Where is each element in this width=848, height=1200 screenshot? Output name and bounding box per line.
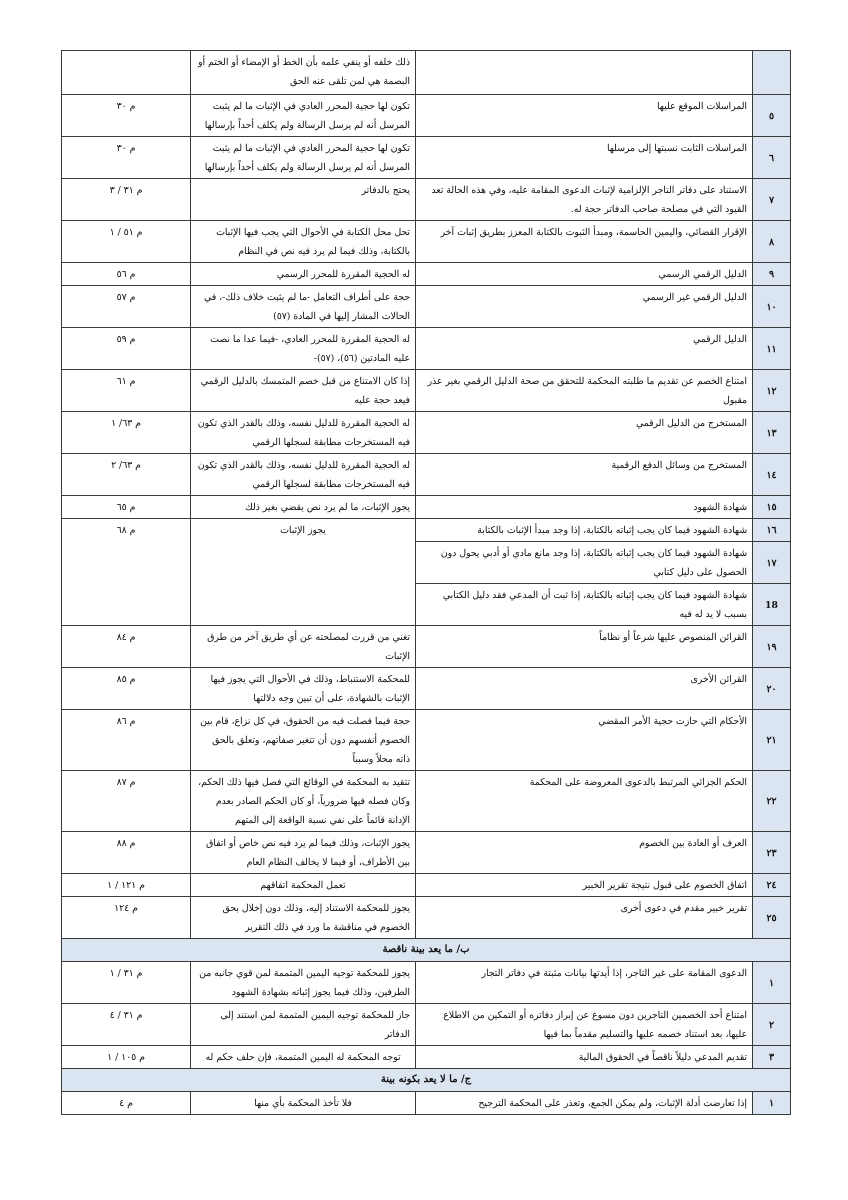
subject-cell: امتناع الخصم عن تقديم ما طلبته المحكمة للتحقق من صحة الدليل الرقمي بغير عذر مقبول <box>416 370 753 412</box>
table-row <box>62 626 791 668</box>
table-row <box>62 221 791 263</box>
table-row <box>62 137 791 179</box>
ruling-cell: تتقيد به المحكمة في الوقائع التي فصل فيها ذلك الحكم، وكان فصله فيها ضرورياً، أو كان الحكم الصادر بعدم الإدانة قائماً على نفي نسبة الواقعة إلى المتهم <box>191 771 416 832</box>
ruling-cell: تكون لها حجية المحرر العادي في الإثبات ما لم يثبت المرسل أنه لم يرسل الرسالة ولم يكلف أحداً بإرسالها <box>191 137 416 179</box>
table-row <box>62 496 791 519</box>
ruling-cell: تعمل المحكمة اتفاقهم <box>191 874 416 897</box>
table-row <box>62 1004 791 1046</box>
subject-cell: الحكم الجزائي المرتبط بالدعوى المعروضة على المحكمة <box>416 771 753 832</box>
subject-cell: إذا تعارضت أدلة الإثبات، ولم يمكن الجمع، وتعذر على المحكمة الترجيح <box>416 1092 753 1115</box>
ruling-cell: يجوز الإثبات <box>191 519 416 626</box>
section-c-header-title: ج/ ما لا يعد بكونه بينة <box>62 1069 791 1092</box>
row-number: ٢٣ <box>753 832 791 874</box>
ruling-cell: يجوز الإثبات، ما لم يرد نص يقضي بغير ذلك <box>191 496 416 519</box>
subject-cell: العرف أو العادة بين الخصوم <box>416 832 753 874</box>
row-number: ٢٤ <box>753 874 791 897</box>
table-row <box>62 1092 791 1115</box>
article-reference: م ٥١ / ١ <box>62 221 191 263</box>
ruling-cell: له الحجية المقررة للمحرر الرسمي <box>191 263 416 286</box>
table-row-continuation <box>62 51 791 95</box>
row-number: ٢ <box>753 1004 791 1046</box>
subject-cell: المراسلات الثابت نسبتها إلى مرسلها <box>416 137 753 179</box>
subject-cell: الإقرار القضائي، واليمين الحاسمة، ومبدأ الثبوت بالكتابة المعزز بطريق إثبات آخر <box>416 221 753 263</box>
ruling-cell: تغني من قررت لمصلحته عن أي طريق آخر من طرق الإثبات <box>191 626 416 668</box>
row-number: ١١ <box>753 328 791 370</box>
table-row <box>62 328 791 370</box>
article-reference: م ١٢١ / ١ <box>62 874 191 897</box>
row-number: ٣ <box>753 1046 791 1069</box>
ruling-cell: تحل محل الكتابة في الأحوال التي يجب فيها الإثبات بالكتابة، وذلك فيما لم يرد فيه نص في النظام <box>191 221 416 263</box>
article-reference: م ٣١ / ٣ <box>62 179 191 221</box>
article-reference: م ٦٣/ ٢ <box>62 454 191 496</box>
ruling-cell: للمحكمة الاستنباط، وذلك في الأحوال التي يجوز فيها الإثبات بالشهادة، على أن تبين وجه دلالتها <box>191 668 416 710</box>
row-number: ١٤ <box>753 454 791 496</box>
subject-cell: الأحكام التي حازت حجية الأمر المقضي <box>416 710 753 771</box>
article-reference: م ٦١ <box>62 370 191 412</box>
table-row <box>62 1046 791 1069</box>
subject-cell: تقرير خبير مقدم في دعوى أخرى <box>416 897 753 939</box>
table-row <box>62 962 791 1004</box>
row-number: ٨ <box>753 221 791 263</box>
article-reference: م ٤ <box>62 1092 191 1115</box>
row-number: ١٩ <box>753 626 791 668</box>
ruling-cell: له الحجية المقررة للدليل نفسه، وذلك بالقدر الذي تكون فيه المستخرجات مطابقة لسجلها الرقمي <box>191 412 416 454</box>
ruling-cell: تكون لها حجية المحرر العادي في الإثبات ما لم يثبت المرسل أنه لم يرسل الرسالة ولم يكلف أحداً بإرسالها <box>191 95 416 137</box>
article-reference: م ٣٠ <box>62 137 191 179</box>
ruling-cell: ذلك خلفه أو ينفي علمه بأن الخط أو الإمضاء أو الختم أو البصمة هي لمن تلقى عنه الحق <box>191 51 416 95</box>
ruling-cell: إذا كان الامتناع من قبل خصم المتمسك بالدليل الرقمي فيعد حجة عليه <box>191 370 416 412</box>
row-number: ١٧ <box>753 542 791 584</box>
table-row <box>62 286 791 328</box>
evidence-table <box>61 50 791 1115</box>
row-number: ٢٥ <box>753 897 791 939</box>
ruling-cell: له الحجية المقررة للمحرر العادي، -فيما عدا ما نصت عليه المادتين (٥٦)، (٥٧)- <box>191 328 416 370</box>
row-number: ٢١ <box>753 710 791 771</box>
table-row <box>62 370 791 412</box>
subject-cell: تقديم المدعي دليلاً ناقصاً في الحقوق المالية <box>416 1046 753 1069</box>
table-row <box>62 874 791 897</box>
article-reference: م ١٠٥ / ١ <box>62 1046 191 1069</box>
table-row <box>62 668 791 710</box>
row-number: ١٦ <box>753 519 791 542</box>
article-reference: م ٣٠ <box>62 95 191 137</box>
subject-cell: المراسلات الموقع عليها <box>416 95 753 137</box>
table-row <box>62 710 791 771</box>
article-reference <box>62 51 191 95</box>
ruling-cell: له الحجية المقررة للدليل نفسه، وذلك بالقدر الذي تكون فيه المستخرجات مطابقة لسجلها الرقمي <box>191 454 416 496</box>
row-number: ٩ <box>753 263 791 286</box>
ruling-cell: يجوز للمحكمة توجيه اليمين المتممة لمن قوي جانبه من الطرفين، وذلك فيما يجوز إثباته بشهادة الشهود <box>191 962 416 1004</box>
subject-cell: الاستناد على دفاتر التاجر الإلزامية لإثبات الدعوى المقامة عليه، وفي هذه الحالة تعد القيود التي في مصلحة صاحب الدفاتر حجة له. <box>416 179 753 221</box>
subject-cell: شهادة الشهود فيما كان يجب إثباته بالكتابة، إذا وجد مبدأ الإثبات بالكتابة <box>416 519 753 542</box>
article-reference: م ٦٥ <box>62 496 191 519</box>
article-reference: م ٨٦ <box>62 710 191 771</box>
article-reference: م ٣١ / ٤ <box>62 1004 191 1046</box>
article-reference: م ٦٨ <box>62 519 191 626</box>
article-reference: م ١٢٤ <box>62 897 191 939</box>
table-row <box>62 897 791 939</box>
ruling-cell: يجوز للمحكمة الاستناد إليه، وذلك دون إخلال بحق الخصوم في مناقشة ما ورد في ذلك التقرير <box>191 897 416 939</box>
ruling-cell: توجه المحكمة له اليمين المتممة، فإن حلف حكم له <box>191 1046 416 1069</box>
article-reference: م ٨٥ <box>62 668 191 710</box>
table-row <box>62 832 791 874</box>
row-number: ١٥ <box>753 496 791 519</box>
row-number: ١٢ <box>753 370 791 412</box>
subject-cell: المستخرج من وسائل الدفع الرقمية <box>416 454 753 496</box>
table-row <box>62 95 791 137</box>
article-reference: م ٨٧ <box>62 771 191 832</box>
section-c-header <box>62 1069 791 1092</box>
article-reference: م ٥٩ <box>62 328 191 370</box>
row-number: ٢٢ <box>753 771 791 832</box>
table-row <box>62 412 791 454</box>
row-number: 18 <box>753 584 791 626</box>
table-row <box>62 179 791 221</box>
subject-cell <box>416 51 753 95</box>
row-number: ١ <box>753 962 791 1004</box>
ruling-cell: حجة على أطراف التعامل -ما لم يثبت خلاف ذلك-، في الحالات المشار إليها في المادة (٥٧) <box>191 286 416 328</box>
article-reference: م ٥٦ <box>62 263 191 286</box>
subject-cell: شهادة الشهود <box>416 496 753 519</box>
row-number: ٦ <box>753 137 791 179</box>
subject-cell: الدليل الرقمي الرسمي <box>416 263 753 286</box>
row-number: ٧ <box>753 179 791 221</box>
ruling-cell: فلا تأخذ المحكمة بأي منها <box>191 1092 416 1115</box>
subject-cell: اتفاق الخصوم على قبول نتيجة تقرير الخبير <box>416 874 753 897</box>
subject-cell: الدعوى المقامة على غير التاجر، إذا أيدتها بيانات مثبتة في دفاتر التجار <box>416 962 753 1004</box>
subject-cell: المستخرج من الدليل الرقمي <box>416 412 753 454</box>
row-number: ١٣ <box>753 412 791 454</box>
evidence-table-body <box>62 51 791 1115</box>
page <box>61 50 790 1115</box>
ruling-cell: حجة فيما فصلت فيه من الحقوق، في كل نزاع، قام بين الخصوم أنفسهم دون أن تتغير صفاتهم، وتعلق بالحق ذاته محلاً وسبباً <box>191 710 416 771</box>
subject-cell: القرائن المنصوص عليها شرعاً أو نظاماً <box>416 626 753 668</box>
article-reference: م ٦٣/ ١ <box>62 412 191 454</box>
section-b-header <box>62 939 791 962</box>
subject-cell: امتناع أحد الخصمين التاجرين دون مسوغ عن إبراز دفاتره أو التمكين من الاطلاع عليها، بعد استناد خصمه عليها والتسليم مقدماً بما فيها <box>416 1004 753 1046</box>
ruling-cell: يحتج بالدفاتر <box>191 179 416 221</box>
row-number: ٢٠ <box>753 668 791 710</box>
table-row <box>62 771 791 832</box>
table-row <box>62 519 791 542</box>
subject-cell: شهادة الشهود فيما كان يجب إثباته بالكتابة، إذا وجد مانع مادي أو أدبي يحول دون الحصول على دليل كتابي <box>416 542 753 584</box>
subject-cell: القرائن الأخرى <box>416 668 753 710</box>
section-b-header-title: ب/ ما يعد بينة ناقصة <box>62 939 791 962</box>
row-number: ٥ <box>753 95 791 137</box>
article-reference: م ٥٧ <box>62 286 191 328</box>
article-reference: م ٨٤ <box>62 626 191 668</box>
subject-cell: الدليل الرقمي غير الرسمي <box>416 286 753 328</box>
row-number <box>753 51 791 95</box>
ruling-cell: يجوز الإثبات، وذلك فيما لم يرد فيه نص خاص أو اتفاق بين الأطراف، أو فيما لا يخالف النظام العام <box>191 832 416 874</box>
row-number: ١ <box>753 1092 791 1115</box>
article-reference: م ٣١ / ١ <box>62 962 191 1004</box>
subject-cell: الدليل الرقمي <box>416 328 753 370</box>
table-row <box>62 263 791 286</box>
article-reference: م ٨٨ <box>62 832 191 874</box>
subject-cell: شهادة الشهود فيما كان يجب إثباته بالكتابة، إذا ثبت أن المدعي فقد دليل الكتابي بسبب لا يد له فيه <box>416 584 753 626</box>
row-number: ١٠ <box>753 286 791 328</box>
ruling-cell: جاز للمحكمة توجيه اليمين المتممة لمن استند إلى الدفاتر <box>191 1004 416 1046</box>
table-row <box>62 454 791 496</box>
